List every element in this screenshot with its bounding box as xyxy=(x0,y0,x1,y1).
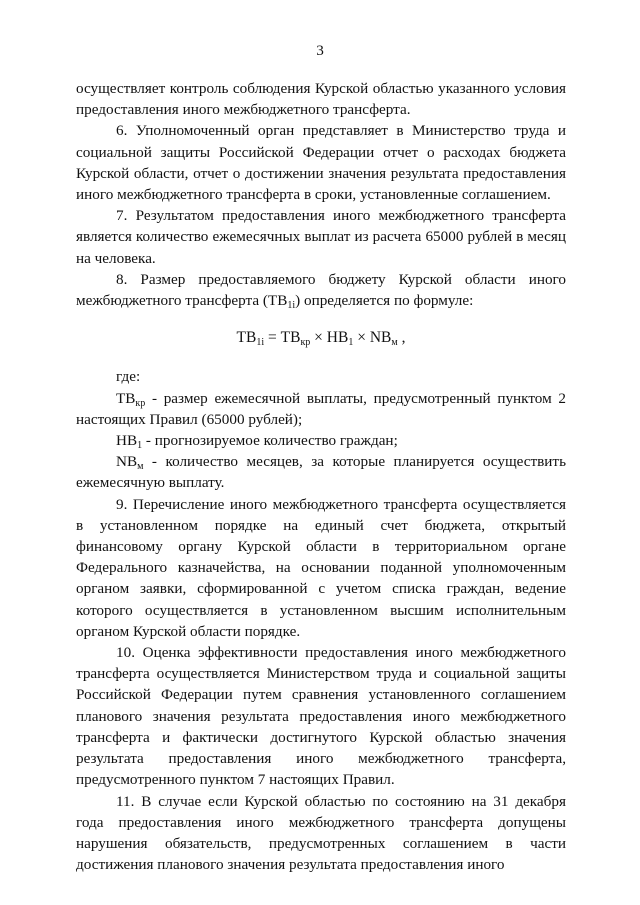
paragraph-10: 10. Оценка эффективности предоставления иного межбюджетного трансферта осуществляется Министерством труда и социальной защиты Российской Федерации путем сравнения установленного соглашением планового значения результата предоставления иного межбюджетного трансферта и фактически достигнутого Курской областью значения результата предоставления иного межбюджетного трансферта, предусмотренного пунктом 7 настоящих Правил. xyxy=(76,644,566,789)
formula-nb-sub: 1 xyxy=(348,337,354,349)
paragraph-11: 11. В случае если Курской областью по состоянию на 31 декабря года предоставления иного межбюджетного трансферта допущены нарушения обязательств, предусмотренных соглашением в части достижения планового значения результата предоставления иного xyxy=(76,792,566,874)
formula-times-1: × xyxy=(310,329,327,347)
document-body xyxy=(76,78,566,875)
formula-nbm: NB xyxy=(369,329,392,347)
paragraph-8-after: ) определяется по формуле: xyxy=(295,292,474,310)
paragraph-6: 6. Уполномоченный орган представляет в Министерство труда и социальной защиты Российской Федерации отчет о расходах бюджета Курской области, отчет о достижении значения результата предоставления иного межбюджетного трансферта в сроки, установленные соглашением. xyxy=(76,122,566,204)
paragraph-8-text: 8. Размер предоставляемого бюджету Курской области иного межбюджетного трансферта ( xyxy=(76,270,566,310)
paragraph-8 xyxy=(76,269,566,311)
paragraph-9: 9. Перечисление иного межбюджетного трансферта осуществляется в установленном порядке на единый счет бюджета, открытый финансовому органу Курской области в территориальном органе Федерального казначейства, на основании поданной уполномоченным органом заявки, сформированной с учетом списка граждан, ведение которого осуществляется в установленном высшим исполнительным органом Курской области порядке. xyxy=(76,495,566,640)
page-number: 3 xyxy=(316,42,324,59)
formula-tbkr-sub: кр xyxy=(300,337,311,349)
formula-nb: НВ xyxy=(326,329,349,347)
symbol-tb-sub: 1i xyxy=(287,300,296,312)
formula-nbm-sub: м xyxy=(391,337,398,349)
def-nbm-symbol: NB xyxy=(116,453,138,471)
symbol-tb: ТВ xyxy=(267,292,288,310)
def-nb-symbol: НВ xyxy=(116,432,138,450)
formula-equals: = xyxy=(264,329,281,347)
def-nb-sub: 1 xyxy=(137,440,143,452)
paragraph-continuation: осуществляет контроль соблюдения Курской областью указанного условия предоставления иного межбюджетного трансферта. xyxy=(76,80,566,119)
def-tbkr-text: - размер ежемесячной выплаты, предусмотренный пунктом 2 настоящих Правил (65000 рублей); xyxy=(76,389,566,428)
formula-times-2: × xyxy=(353,329,370,347)
def-tbkr-sub: кр xyxy=(135,397,146,409)
formula-tb-sub: 1i xyxy=(256,337,265,349)
def-tbkr-symbol: ТВ xyxy=(116,389,136,407)
def-nbm-text: - количество месяцев, за которые планируется осуществить ежемесячную выплату. xyxy=(76,453,566,492)
definition-nbm xyxy=(76,451,566,493)
where-label: где: xyxy=(116,368,141,386)
formula xyxy=(76,327,566,348)
paragraph-7: 7. Результатом предоставления иного межбюджетного трансферта является количество ежемесячных выплат из расчета 65000 рублей в месяц на человека. xyxy=(76,207,566,267)
definition-nb xyxy=(76,430,566,451)
formula-comma: , xyxy=(397,329,406,347)
formula-tb: ТВ xyxy=(236,329,257,347)
formula-tbkr: ТВ xyxy=(280,329,301,347)
def-nbm-sub: м xyxy=(137,461,144,473)
definition-tbkr xyxy=(76,388,566,430)
def-nb-text: - прогнозируемое количество граждан; xyxy=(142,432,398,450)
